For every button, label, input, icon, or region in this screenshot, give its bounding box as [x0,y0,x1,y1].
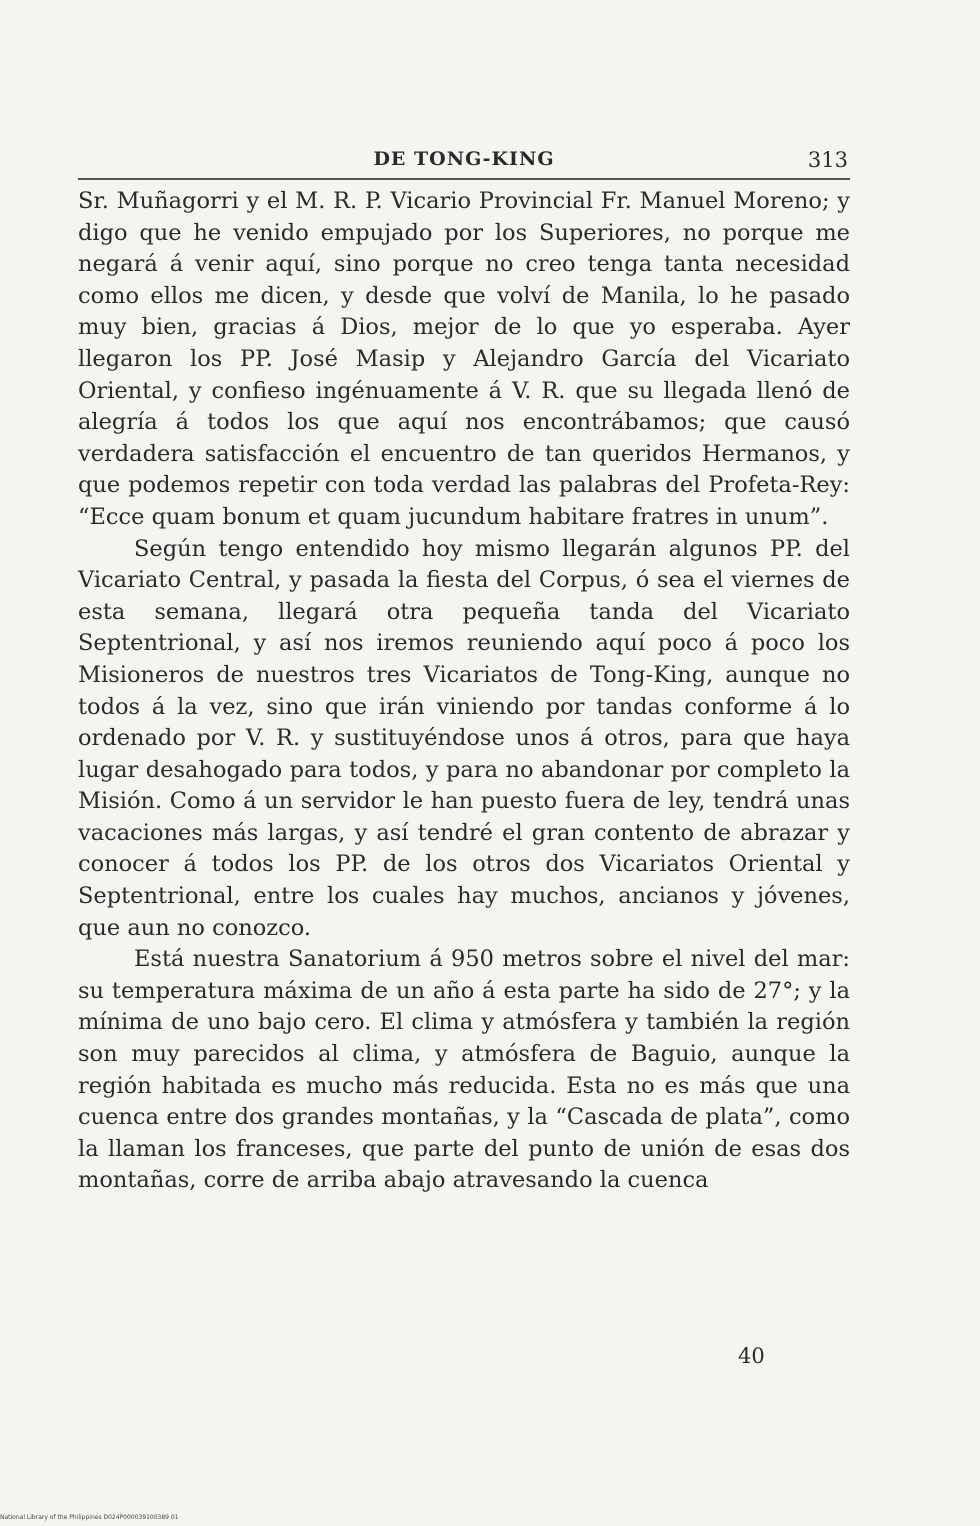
signature-mark: 40 [738,1344,765,1368]
running-head [78,146,850,180]
footer-credit: National Library of the Philippines D024P000039100389 01 [0,1514,179,1521]
running-head-title: DE TONG-KING [373,148,555,170]
body-text [78,186,850,1197]
paragraph: Sr. Muñagorri y el M. R. P. Vicario Provincial Fr. Manuel Moreno; y digo que he venido empujado por los Superiores, no porque me negará á venir aquí, sino porque no creo tenga tanta necesidad como ellos me dicen, y desde que volví de Manila, lo he pasado muy bien, gracias á Dios, mejor de lo que yo esperaba. Ayer llegaron los PP. José Masip y Alejandro García del Vicariato Oriental, y confieso ingénuamente á V. R. que su llegada llenó de alegría á todos los que aquí nos encontrábamos; que causó verdadera satisfacción el encuentro de tan queridos Hermanos, y que podemos repetir con toda verdad las palabras del Profeta-Rey: “Ecce quam bonum et quam jucundum habitare fratres in unum”. [78,188,850,530]
page-number: 313 [807,148,848,172]
paragraph: Está nuestra Sanatorium á 950 metros sobre el nivel del mar: su temperatura máxima de un año á esta parte ha sido de 27°; y la mínima de uno bajo cero. El clima y atmósfera y también la región son muy parecidos al clima, y atmósfera de Baguio, aunque la región habitada es mucho más reducida. Esta no es más que una cuenca entre dos grandes montañas, y la “Cascada de plata”, como la llaman los franceses, que parte del punto de unión de esas dos montañas, corre de arriba abajo atravesando la cuenca [78,946,850,1194]
paragraph: Según tengo entendido hoy mismo llegarán algunos PP. del Vicariato Central, y pasada la fiesta del Corpus, ó sea el viernes de esta semana, llegará otra pequeña tanda del Vicariato Septentrional, y así nos iremos reuniendo aquí poco á poco los Misioneros de nuestros tres Vicariatos de Tong-King, aunque no todos á la vez, sino que irán viniendo por tandas conforme á lo ordenado por V. R. y sustituyéndose unos á otros, para que haya lugar desahogado para todos, y para no abandonar por completo la Misión. Como á un servidor le han puesto fuera de ley, tendrá unas vacaciones más largas, y así tendré el gran contento de abrazar y conocer á todos los PP. de los otros dos Vicariatos Oriental y Septentrional, entre los cuales hay muchos, ancianos y jóvenes, que aun no conozco. [78,535,850,941]
